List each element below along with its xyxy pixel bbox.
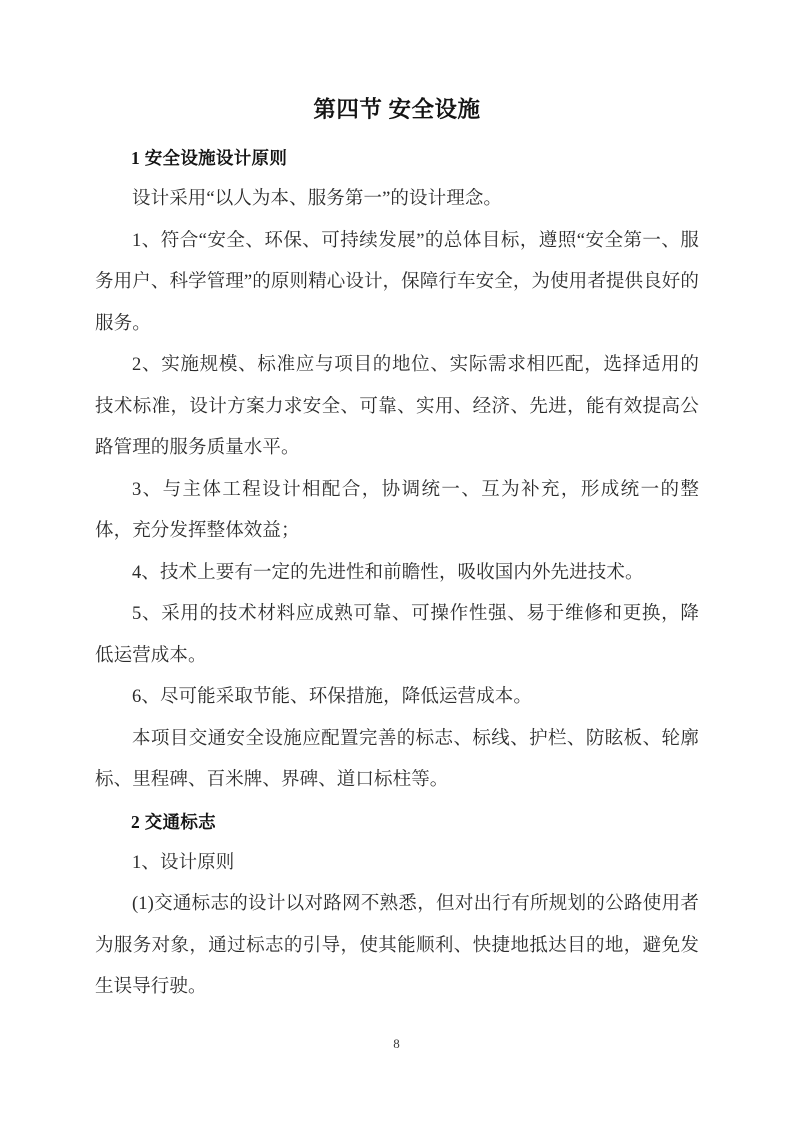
paragraph: 3、与主体工程设计相配合，协调统一、互为补充，形成统一的整体，充分发挥整体效益； [95,479,699,541]
paragraph: 2、实施规模、标准应与项目的地位、实际需求相匹配，选择适用的技术标准，设计方案力求安全、可靠、实用、经济、先进，能有效提高公路管理的服务质量水平。 [95,355,699,458]
paragraph: 本项目交通安全设施应配置完善的标志、标线、护栏、防眩板、轮廓标、里程碑、百米牌、界碑、道口标柱等。 [95,728,699,790]
page-content [95,92,699,1009]
section-heading-1: 1 安全设施设计原则 [131,148,288,168]
paragraph: 1、设计原则 [132,852,235,873]
paragraph: 4、技术上要有一定的先进性和前瞻性，吸收国内外先进技术。 [132,562,644,583]
paragraph: 1、符合“安全、环保、可持续发展”的总体目标，遵照“安全第一、服务用户、科学管理”的原则精心设计，保障行车安全，为使用者提供良好的服务。 [95,230,699,334]
paragraph: 6、尽可能采取节能、环保措施，降低运营成本。 [132,687,532,707]
paragraph: 5、采用的技术材料应成熟可靠、可操作性强、易于维修和更换，降低运营成本。 [95,604,699,666]
section-heading-2: 2 交通标志 [131,811,216,832]
paragraph: 设计采用“以人为本、服务第一”的设计理念。 [132,189,503,209]
page-number: 8 [393,1036,400,1051]
page-title: 第四节 安全设施 [313,97,481,122]
paragraph: (1)交通标志的设计以对路网不熟悉，但对出行有所规划的公路使用者为服务对象，通过标志的引导，使其能顺利、快捷地抵达目的地，避免发生误导行驶。 [95,894,699,997]
